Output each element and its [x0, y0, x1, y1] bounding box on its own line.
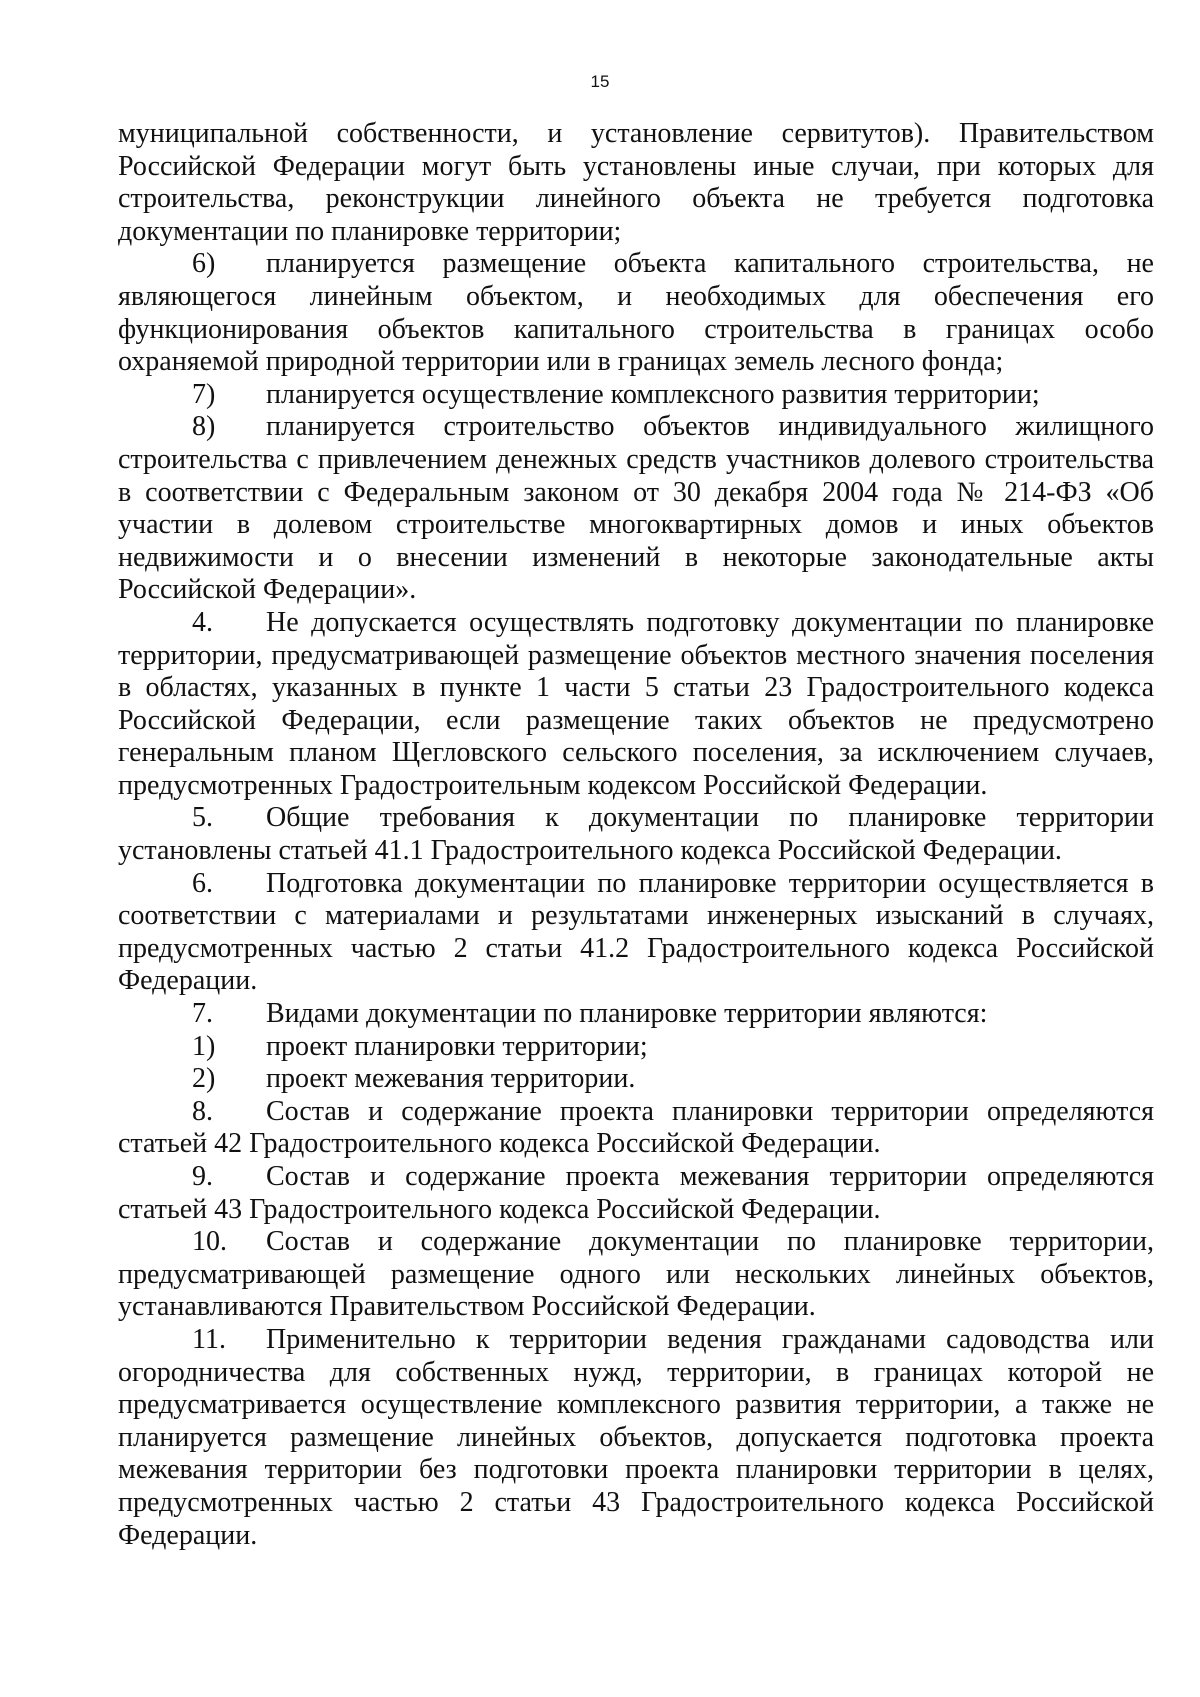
- list-item: [118, 379, 1154, 412]
- paragraph-text: Состав и содержание документации по планировке территории, предусматривающей размещение одного или нескольких линейных объектов, устанавливаются Правительством Российской Федерации.: [118, 1226, 1154, 1323]
- paragraph-text: проект планировки территории;: [266, 1030, 648, 1062]
- item-number: 7): [192, 378, 216, 410]
- paragraph-text: Видами документации по планировке территории являются:: [266, 998, 988, 1030]
- item-number: 1): [192, 1030, 216, 1062]
- item-number: 10.: [192, 1226, 227, 1258]
- numbered-paragraph: [118, 1226, 1154, 1324]
- list-item: [118, 1031, 1154, 1064]
- list-item: [118, 248, 1154, 378]
- item-number: 2): [192, 1063, 216, 1095]
- paragraph-text: муниципальной собственности, и установление сервитутов). Правительством Российской Федерации могут быть установлены иные случаи, при которых для строительства, реконструкции линейного объекта не требуется подготовка документации по планировке территории;: [118, 118, 1154, 247]
- item-number: 6.: [192, 867, 213, 899]
- paragraph-text: планируется строительство объектов индивидуального жилищного строительства с привлечением денежных средств участников долевого строительства в соответствии с Федеральным законом от 30 декабря 2004 года № 214-ФЗ «Об участии в долевом строительстве многоквартирных домов и иных объектов недвижимости и о внесении изменений в некоторые законодательные акты Российской Федерации».: [118, 411, 1154, 606]
- numbered-paragraph: [118, 607, 1154, 803]
- item-number: 8): [192, 411, 216, 443]
- item-number: 4.: [192, 606, 213, 638]
- paragraph-text: Подготовка документации по планировке территории осуществляется в соответствии с материалами и результатами инженерных изысканий в случаях, предусмотренных частью 2 статьи 41.2 Градостроительного кодекса Российской Федерации.: [118, 867, 1154, 997]
- item-number: 9.: [192, 1161, 213, 1192]
- paragraph-continuation: [118, 118, 1154, 248]
- paragraph-text: планируется осуществление комплексного развития территории;: [266, 378, 1040, 410]
- paragraph-text: Не допускается осуществлять подготовку документации по планировке территории, предусматривающей размещение объектов местного значения поселения в областях, указанных в пункте 1 части 5 статьи 23 Градостроительного кодекса Российской Федерации, если размещение таких объектов не предусмотрено генеральным планом Щегловского сельского поселения, за исключением случаев, предусмотренных Градостроительным кодексом Российской Федерации.: [118, 606, 1154, 801]
- list-item: [118, 1063, 1154, 1096]
- item-number: 6): [192, 248, 216, 280]
- numbered-paragraph: [118, 1324, 1154, 1552]
- item-number: 11.: [192, 1323, 226, 1355]
- numbered-paragraph: [118, 1096, 1154, 1161]
- paragraph-text: Состав и содержание проекта планировки территории определяются статьей 42 Градостроительного кодекса Российской Федерации.: [118, 1095, 1154, 1160]
- numbered-paragraph: [118, 998, 1154, 1031]
- list-item: [118, 411, 1154, 607]
- numbered-paragraph: [118, 868, 1154, 998]
- item-number: 5.: [192, 802, 213, 834]
- page-number: 15: [590, 72, 610, 91]
- document-body: [118, 118, 1154, 1552]
- paragraph-text: Состав и содержание проекта межевания территории определяются статьей 43 Градостроительного кодекса Российской Федерации.: [118, 1161, 1154, 1225]
- paragraph-text: проект межевания территории.: [266, 1063, 636, 1095]
- item-number: 8.: [192, 1095, 213, 1127]
- paragraph-text: планируется размещение объекта капитального строительства, не являющегося линейным объектом, и необходимых для обеспечения его функционирования объектов капитального строительства в границах особо охраняемой природной территории или в границах земель лесного фонда;: [118, 248, 1154, 378]
- paragraph-text: Общие требования к документации по планировке территории установлены статьей 41.1 Градостроительного кодекса Российской Федерации.: [118, 802, 1154, 867]
- item-number: 7.: [192, 998, 213, 1030]
- numbered-paragraph: [118, 1161, 1154, 1226]
- numbered-paragraph: [118, 802, 1154, 867]
- paragraph-text: Применительно к территории ведения гражданами садоводства или огородничества для собственных нужд, территории, в границах которой не предусматривается осуществление комплексного развития территории, а также не планируется размещение линейных объектов, допускается подготовка проекта межевания территории без подготовки проекта планировки территории в целях, предусмотренных частью 2 статьи 43 Градостроительного кодекса Российской Федерации.: [118, 1323, 1154, 1551]
